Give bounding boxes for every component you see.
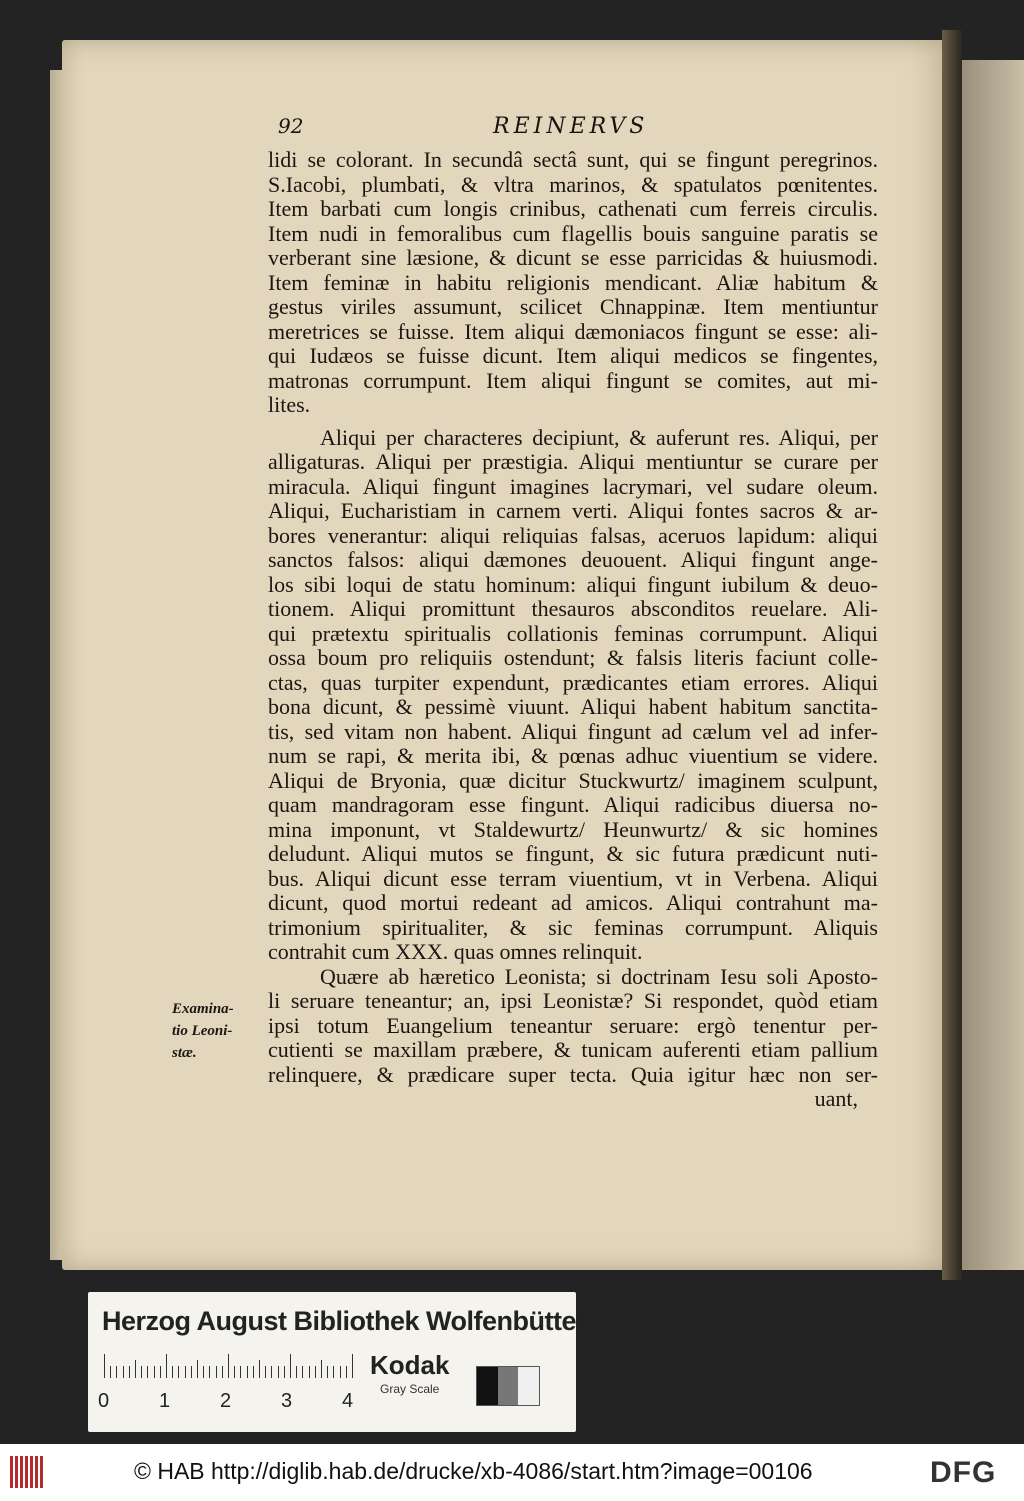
ruler-tick xyxy=(240,1366,241,1378)
ruler-tick xyxy=(327,1366,328,1378)
ruler-tick xyxy=(116,1366,117,1378)
ruler-tick xyxy=(278,1366,279,1378)
text-line: lidi se colorant. In secundâ sectâ sunt, qui se fingunt peregrinos. xyxy=(268,147,878,172)
text-line: bus. Aliqui dicunt esse terram viuentium, vt in Verbena. Aliqui xyxy=(268,865,878,891)
text-line: tionem. Aliqui promittunt thesauros absconditos reuelare. Ali- xyxy=(268,596,878,621)
text-line: trimonium spiritualiter, & sic feminas corrumpunt. Aliquis xyxy=(268,914,878,940)
text-line: matronas corrumpunt. Item aliqui fingunt se comites, aut mi- xyxy=(268,367,878,393)
text-line: deludunt. Aliqui mutos se fingunt, & sic futura prædicunt nuti- xyxy=(268,841,878,866)
text-line: qui prætextu spiritualis collationis feminas corrumpunt. Aliqui xyxy=(268,620,878,646)
ruler-tick xyxy=(222,1366,223,1378)
body-text xyxy=(268,148,878,1112)
ruler-tick xyxy=(135,1360,136,1378)
text-line: meretrices se fuisse. Item aliqui dæmoniacos fingunt se esse: ali- xyxy=(268,318,878,344)
facing-page xyxy=(962,60,1024,1270)
ruler-tick xyxy=(253,1366,254,1378)
ruler-tick xyxy=(346,1366,347,1378)
ruler-tick xyxy=(129,1366,130,1378)
ruler-tick xyxy=(172,1366,173,1378)
text-line: li seruare teneantur; an, ipsi Leonistæ? Si respondet, quòd etiam xyxy=(268,988,878,1013)
text-line: los sibi loqui de statu hominum: aliqui fingunt iubilum & deuo- xyxy=(268,571,878,597)
logo-bar xyxy=(30,1456,33,1488)
text-line: num se rapi, & merita ibi, & pœnas adhuc viuentium se videre. xyxy=(268,743,878,768)
logo-bar xyxy=(20,1456,23,1488)
ruler-tick xyxy=(104,1354,105,1378)
kodak-brand: Kodak xyxy=(370,1350,450,1380)
logo-bar xyxy=(15,1456,18,1488)
text-line: ossa boum pro reliquiis ostendunt; & falsis literis faciunt colle- xyxy=(268,645,878,670)
logo-bar xyxy=(35,1456,38,1488)
color-chart-card xyxy=(88,1292,583,1432)
gray-swatch xyxy=(498,1367,519,1405)
ruler-numbers xyxy=(98,1390,368,1414)
logo-bar xyxy=(25,1456,28,1488)
text-line: verberant sine læsione, & dicunt se esse parricidas & huiusmodi. xyxy=(268,245,878,270)
margin-note-line: stæ. xyxy=(172,1045,197,1061)
ruler-tick xyxy=(296,1366,297,1378)
text-line: bona dicunt, & pessimè viuunt. Aliqui habent habitum sanctita- xyxy=(268,694,878,719)
ruler-tick xyxy=(340,1366,341,1378)
text-line: Aliqui per characteres decipiunt, & auferunt res. Aliqui, per xyxy=(320,424,878,450)
text-line: contrahit cum XXX. quas omnes relinquit. xyxy=(268,939,643,964)
text-line: ipsi totum Euangelium teneantur seruare: ergò tenentur per- xyxy=(268,1012,878,1038)
ruler-tick xyxy=(315,1366,316,1378)
ruler-tick xyxy=(333,1366,334,1378)
text-line: qui Iudæos se fuisse dicunt. Item aliqui medicos se fingentes, xyxy=(268,343,878,368)
text-line: Item nudi in femoralibus cum flagellis bouis sanguine paratis se xyxy=(268,220,878,246)
ruler-tick xyxy=(123,1366,124,1378)
ruler-number: 3 xyxy=(281,1390,293,1412)
ruler-tick xyxy=(147,1366,148,1378)
margin-note xyxy=(172,998,260,1064)
running-title: REINERVS xyxy=(493,114,649,139)
logo-bar xyxy=(40,1456,43,1488)
text-line: lites. xyxy=(268,392,311,417)
text-line: Aliqui de Bryonia, quæ dicitur Stuckwurtz/ imaginem sculpunt, xyxy=(268,767,878,793)
gray-swatch xyxy=(477,1367,498,1405)
ruler-tick xyxy=(228,1354,229,1378)
dfg-logo: DFG xyxy=(930,1456,997,1489)
ruler-tick xyxy=(166,1354,167,1378)
ruler-tick xyxy=(178,1366,179,1378)
text-line: dicunt, quod mortui redeant ad amicos. Aliqui contrahunt ma- xyxy=(268,890,878,915)
text-line: sanctos falsos: aliqui dæmones deuouent. Aliqui fingunt ange- xyxy=(268,547,878,572)
ruler-tick xyxy=(234,1366,235,1378)
text-line: gestus viriles assumunt, scilicet Chnappinæ. Item mentiuntur xyxy=(268,294,878,319)
text-line: ctas, quas turpiter expendunt, prædicantes etiam errores. Aliqui xyxy=(268,669,878,695)
ruler-tick xyxy=(191,1366,192,1378)
text-line: tis, sed vitam non habent. Aliqui fingunt ad cælum vel ad infer- xyxy=(268,718,878,744)
text-line: Quære ab hæretico Leonista; si doctrinam Iesu soli Aposto- xyxy=(320,963,878,989)
footer-credit: © HAB http://diglib.hab.de/drucke/xb-4086/start.htm?image=00106 xyxy=(134,1458,813,1484)
text-line: mina imponunt, vt Staldewurtz/ Heunwurtz/ & sic homines xyxy=(268,816,878,842)
margin-note-line: Examina- xyxy=(172,1001,234,1017)
text-line: Item feminæ in habitu religionis mendicant. Aliæ habitum & xyxy=(268,269,878,295)
ruler-tick xyxy=(259,1360,260,1378)
ruler-tick xyxy=(352,1354,353,1378)
ruler xyxy=(104,1354,362,1378)
ruler-tick xyxy=(185,1366,186,1378)
library-name: Herzog August Bibliothek Wolfenbüttel xyxy=(102,1306,583,1336)
ruler-tick xyxy=(110,1366,111,1378)
text-line: quam mandragoram esse fingunt. Aliqui radicibus diuersa no- xyxy=(268,792,878,817)
text-line: cutienti se maxillam præbere, & tunicam auferenti etiam pallium xyxy=(268,1037,878,1062)
gray-swatches xyxy=(476,1366,540,1406)
text-line: uant, xyxy=(814,1086,858,1111)
hab-logo-icon xyxy=(10,1456,44,1488)
ruler-tick xyxy=(141,1366,142,1378)
ruler-tick xyxy=(290,1354,291,1378)
running-head xyxy=(278,112,858,148)
text-line: S.Iacobi, plumbati, & vltra marinos, & spatulatos pœnitentes. xyxy=(268,171,878,197)
text-line: alligaturas. Aliqui per præstigia. Aliqui mentiuntur se curare per xyxy=(268,449,878,474)
gray-swatch xyxy=(518,1367,539,1405)
ruler-tick xyxy=(197,1360,198,1378)
text-line: relinquere, & prædicare super tecta. Quia igitur hæc non ser- xyxy=(268,1061,878,1087)
footer-bar xyxy=(0,1444,1024,1501)
ruler-tick xyxy=(271,1366,272,1378)
ruler-tick xyxy=(160,1366,161,1378)
ruler-tick xyxy=(309,1366,310,1378)
text-line: Item barbati cum longis crinibus, cathenati cum ferreis circulis. xyxy=(268,196,878,221)
logo-bar xyxy=(10,1456,13,1488)
ruler-number: 1 xyxy=(159,1390,171,1412)
ruler-tick xyxy=(284,1366,285,1378)
text-line: miracula. Aliqui fingunt imagines lacrymari, vel sudare oleum. xyxy=(268,473,878,499)
ruler-tick xyxy=(321,1360,322,1378)
ruler-tick xyxy=(302,1366,303,1378)
book-gutter xyxy=(942,30,962,1280)
gray-scale-label: Gray Scale xyxy=(380,1382,440,1396)
text-line: bores venerantur: aliqui reliquias falsas, aceruos lapidum: aliqui xyxy=(268,522,878,548)
ruler-tick xyxy=(154,1366,155,1378)
ruler-tick xyxy=(216,1366,217,1378)
text-line: Aliqui, Eucharistiam in carnem verti. Aliqui fontes sacros & ar- xyxy=(268,498,878,523)
ruler-tick xyxy=(209,1366,210,1378)
ruler-tick xyxy=(265,1366,266,1378)
ruler-number: 4 xyxy=(342,1390,354,1412)
ruler-tick xyxy=(247,1366,248,1378)
ruler-number: 2 xyxy=(220,1390,232,1412)
page-number: 92 xyxy=(278,114,304,138)
margin-note-line: tio Leoni- xyxy=(172,1023,233,1039)
ruler-number: 0 xyxy=(98,1390,110,1412)
ruler-tick xyxy=(203,1366,204,1378)
